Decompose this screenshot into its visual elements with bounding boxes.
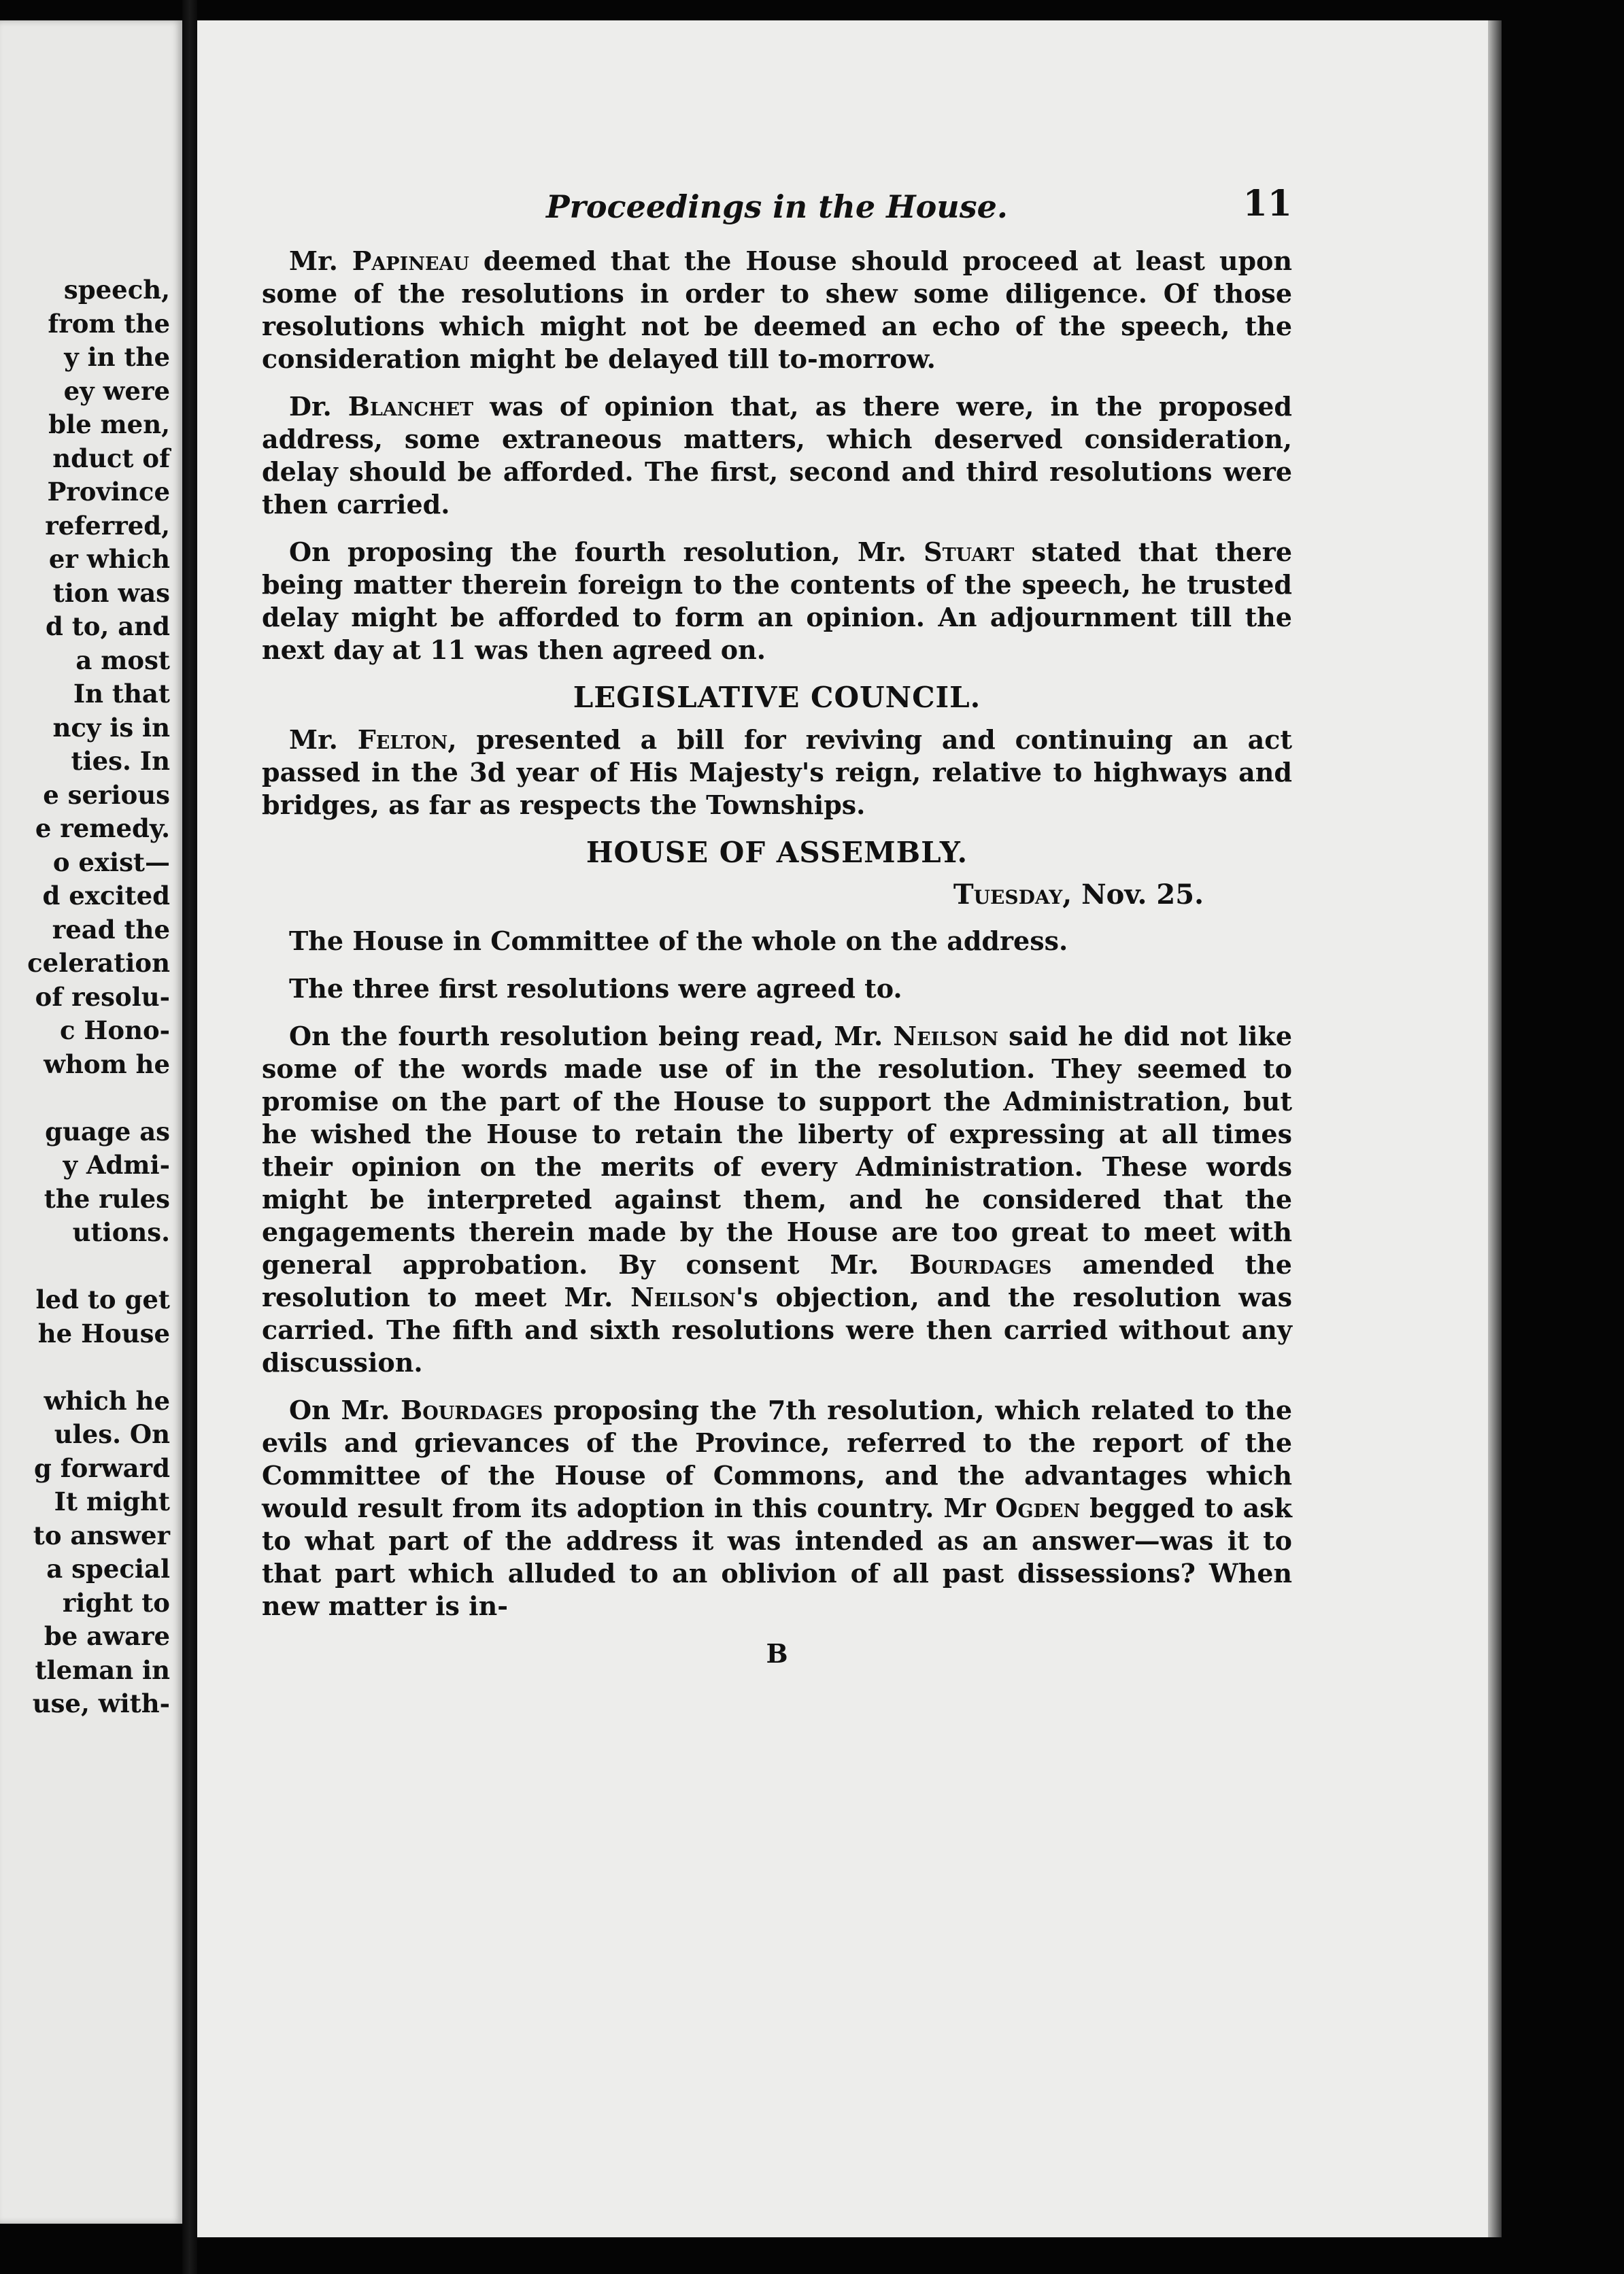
left-page-fragment-line: be aware xyxy=(44,1621,170,1651)
right-page xyxy=(197,20,1489,2237)
left-page-fragment-line: from the xyxy=(48,308,170,339)
text-run: said he did not like some of the words made use of in the resolution. They seemed to promise on the part of the House to support the Administration, but he wished the House to retain the liberty of expressing at all times their opinion on the merits of every Administration. These words might be interpreted against them, and he considered that the engagements therein made by the House are too great to meet with general approbation. By consent Mr. xyxy=(262,1021,1292,1280)
text-run: amended the resolution to meet Mr. xyxy=(262,1249,1292,1312)
left-page-fragment-line: of resolu- xyxy=(35,981,170,1012)
text-run: On Mr. xyxy=(289,1395,401,1425)
text-run: Mr. xyxy=(289,245,352,276)
left-page-fragment-line xyxy=(0,1351,170,1385)
text-run: stated that there being matter therein foreign to the contents of the speech, he trusted delay might be afforded to form an opinion. An adjournment till the next day at 11 was then agreed on. xyxy=(262,537,1292,665)
left-page-fragment-line: right to xyxy=(62,1587,170,1618)
left-page-fragment-line xyxy=(0,1081,170,1115)
left-page xyxy=(0,20,182,2224)
text-run: begged to ask to what part of the address it was intended as an answer—was it to that part which alluded to an oblivion of all past dissessions? When new matter is in- xyxy=(262,1493,1292,1621)
left-page-fragment-line: In that xyxy=(73,679,170,709)
text-run: proposing the 7th resolution, which related to the evils and grievances of the Province, referred to the report of the Committee of the House of Commons, and the advantages which would result from its adoption in this country. Mr xyxy=(262,1395,1292,1523)
speaker-name: Blanchet xyxy=(348,391,474,422)
left-page-fragment-line: c Hono- xyxy=(60,1015,170,1045)
left-page-fragment-line: he House xyxy=(37,1318,170,1348)
left-page-fragment-line: Province xyxy=(47,477,170,507)
section-heading-legislative-council: LEGISLATIVE COUNCIL. xyxy=(573,681,981,714)
left-page-fragment-line: a special xyxy=(46,1554,170,1584)
left-page-fragment-line: ble men, xyxy=(48,409,170,439)
left-page-fragment-line: ties. In xyxy=(71,746,170,776)
left-page-fragment-line: o exist— xyxy=(52,847,170,877)
text-run: On the fourth resolution being read, Mr. xyxy=(289,1021,894,1051)
speaker-name: Neilson xyxy=(893,1021,998,1051)
text-run: Mr. xyxy=(289,724,358,755)
left-page-fragment-line xyxy=(0,1250,170,1284)
paragraph-agreed: The three first resolutions were agreed to. xyxy=(289,973,902,1004)
page-number: 11 xyxy=(1242,183,1292,224)
left-page-fragment-line: to answer xyxy=(33,1520,170,1550)
paragraph-papineau xyxy=(262,245,1292,375)
book-gutter xyxy=(182,0,197,2274)
left-page-fragment-line: ncy is in xyxy=(52,712,170,743)
date-rest: , Nov. 25. xyxy=(1062,879,1204,911)
paragraph-stuart xyxy=(262,536,1292,666)
left-page-fragment-line: tleman in xyxy=(35,1654,170,1685)
page-body xyxy=(262,183,1293,1670)
signature-mark: B xyxy=(766,1638,788,1669)
left-page-fragment-line: e serious xyxy=(43,779,170,810)
left-page-fragment-line: the rules xyxy=(44,1183,170,1214)
left-page-fragment-line: y in the xyxy=(64,342,170,372)
left-page-fragment-line: y Admi- xyxy=(63,1150,170,1180)
left-page-fragment-line: use, with- xyxy=(32,1688,170,1718)
page-edge xyxy=(1488,20,1502,2237)
text-run: deemed that the House should proceed at least upon some of the resolutions in order to shew some diligence. Of those resolutions which might not be deemed an echo of the speech, the consideration might be delayed till to-morrow. xyxy=(262,245,1292,374)
left-page-fragment-line: d to, and xyxy=(45,611,170,641)
left-page-fragment-line: nduct of xyxy=(52,443,170,473)
dateline xyxy=(262,879,1292,911)
left-page-fragment-line: which he xyxy=(44,1385,170,1416)
paragraph-bourdages xyxy=(262,1394,1292,1623)
left-page-fragment-line: referred, xyxy=(45,510,170,541)
speaker-name: Stuart xyxy=(924,537,1015,567)
speaker-name: Papineau xyxy=(352,245,469,276)
paragraph-neilson xyxy=(262,1020,1292,1379)
left-page-fragment-line: ey were xyxy=(63,375,170,406)
section-heading-house-of-assembly: HOUSE OF ASSEMBLY. xyxy=(586,836,968,869)
speaker-name: Bourdages xyxy=(909,1249,1052,1280)
left-page-fragment-line: celeration xyxy=(27,948,170,978)
text-run: was of opinion that, as there were, in the proposed address, some extraneous matters, which deserved consideration, delay should be afforded. The first, second and third resolutions were then carried. xyxy=(262,391,1292,520)
left-page-fragment-line: read the xyxy=(52,914,170,945)
left-page-fragment-line: ules. On xyxy=(54,1419,170,1449)
text-run: On proposing the fourth resolution, Mr. xyxy=(289,537,924,567)
speaker-name: Bourdages xyxy=(401,1395,543,1425)
left-page-fragment-line: It might xyxy=(54,1487,170,1516)
date-day: Tuesday xyxy=(953,879,1063,911)
left-page-fragment-line: g forward xyxy=(33,1453,170,1483)
speaker-name: Ogden xyxy=(995,1493,1081,1523)
left-page-fragment-line: d excited xyxy=(42,881,170,911)
left-page-fragment-line: led to get xyxy=(35,1285,170,1314)
left-page-text-fragments xyxy=(0,273,170,1721)
left-page-fragment-line: utions. xyxy=(72,1217,170,1247)
left-page-fragment-line: e remedy. xyxy=(35,813,170,843)
speaker-name: Neilson xyxy=(630,1282,736,1312)
running-head xyxy=(262,183,1292,245)
left-page-fragment-line: tion was xyxy=(52,577,170,608)
left-page-fragment-line: speech, xyxy=(63,275,170,305)
paragraph-committee: The House in Committee of the whole on the address. xyxy=(289,926,1068,956)
paragraph-felton xyxy=(262,724,1292,821)
paragraph-blanchet xyxy=(262,390,1292,521)
left-page-fragment-line: whom he xyxy=(44,1049,170,1079)
text-run: , presented a bill for reviving and continuing an act passed in the 3d year of His Majesty's reign, relative to highways and bridges, as far as respects the Townships. xyxy=(262,724,1292,820)
text-run: Dr. xyxy=(289,391,348,422)
left-page-fragment-line: guage as xyxy=(45,1116,170,1147)
left-page-fragment-line: a most xyxy=(75,645,170,675)
text-run: 's objection, and the resolution was carried. The fifth and sixth resolutions were then carried without any discussion. xyxy=(262,1282,1293,1378)
left-page-fragment-line: er which xyxy=(48,544,170,574)
speaker-name: Felton xyxy=(357,724,448,755)
running-head-title: Proceedings in the House. xyxy=(546,188,1008,225)
